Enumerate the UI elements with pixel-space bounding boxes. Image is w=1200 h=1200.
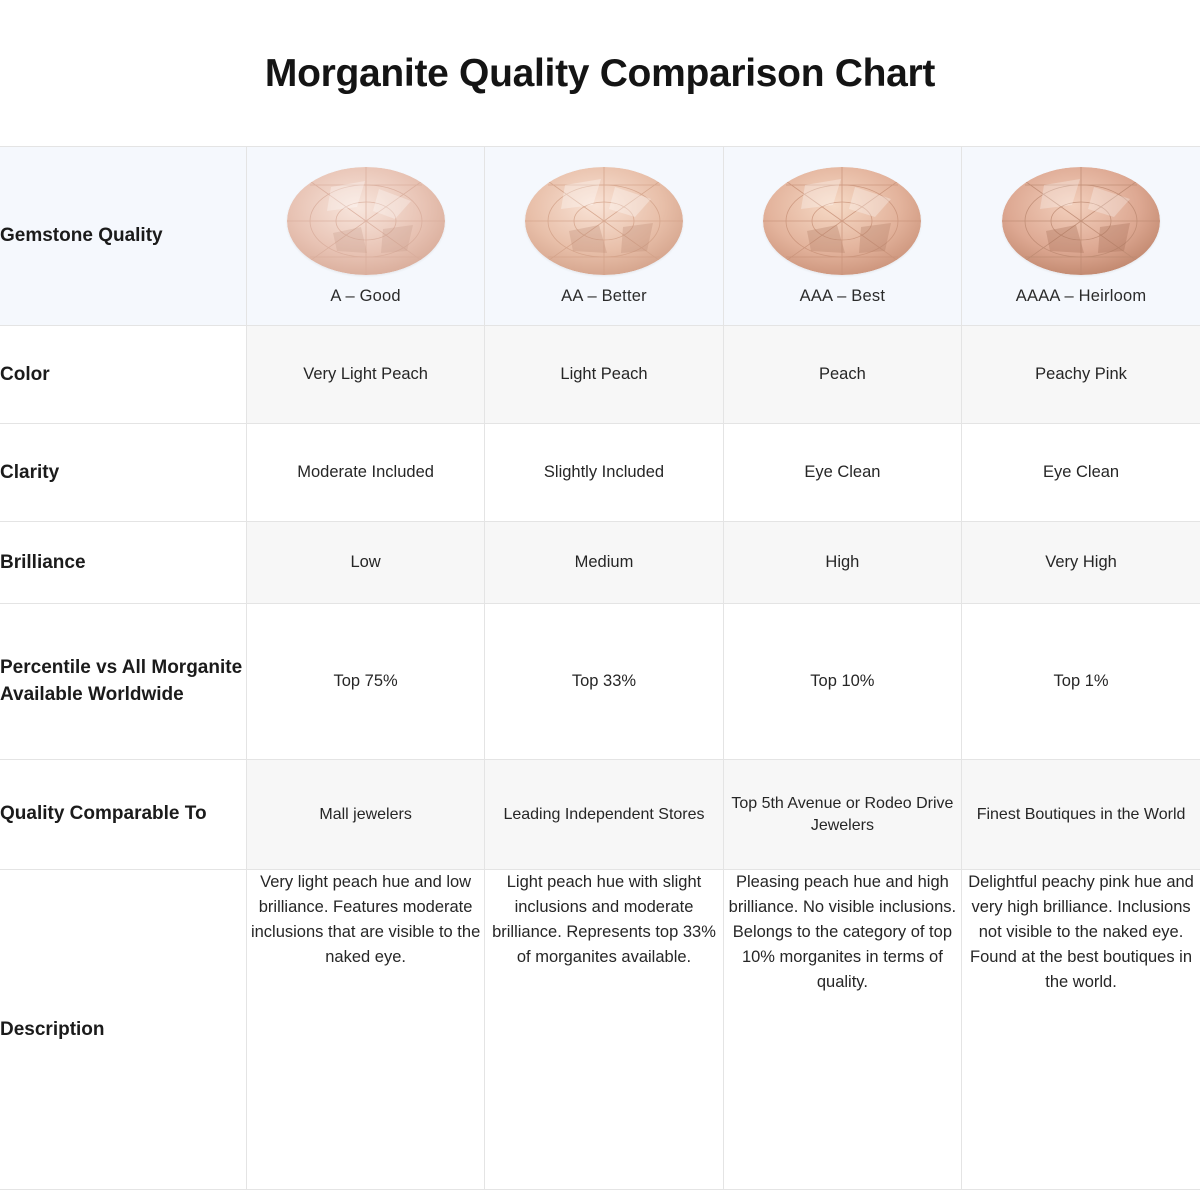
percentile-value-aaaa: Top 1% [962,604,1200,760]
quality-comparison-table [0,146,1200,1190]
table-row-clarity [0,424,1200,522]
color-value-aaaa: Peachy Pink [962,326,1200,424]
percentile-value-aaa: Top 10% [723,604,961,760]
percentile-value-aa: Top 33% [485,604,723,760]
clarity-value-aa: Slightly Included [485,424,723,522]
row-label-percentile: Percentile vs All Morganite Available Worldwide [0,604,246,760]
oval-gemstone-icon [763,167,921,275]
clarity-value-aaa: Eye Clean [723,424,961,522]
oval-gemstone-icon [1002,167,1160,275]
color-value-aa: Light Peach [485,326,723,424]
description-value-aaa: Pleasing peach hue and high brilliance. No visible inclusions. Belongs to the category of top 10% morganites in terms of quality. [723,870,961,1190]
page-title: Morganite Quality Comparison Chart [264,52,936,95]
row-label-color: Color [0,326,246,424]
brilliance-value-a: Low [246,522,484,604]
color-value-aaa: Peach [723,326,961,424]
table-row-color [0,326,1200,424]
comparable-value-aaa: Top 5th Avenue or Rodeo Drive Jewelers [723,760,961,870]
description-value-a: Very light peach hue and low brilliance. Features moderate inclusions that are visible to the naked eye. [246,870,484,1190]
table-row-description [0,870,1200,1190]
row-label-clarity: Clarity [0,424,246,522]
table-row-brilliance [0,522,1200,604]
table-row-percentile [0,604,1200,760]
row-label-description: Description [0,870,246,1190]
description-value-aa: Light peach hue with slight inclusions and moderate brilliance. Represents top 33% of morganites available. [485,870,723,1190]
grade-label-aaa: AAA – Best [799,286,886,305]
comparable-value-a: Mall jewelers [246,760,484,870]
gemstone-cell-a [246,147,484,326]
oval-gemstone-icon [525,167,683,275]
brilliance-value-aa: Medium [485,522,723,604]
row-label-brilliance: Brilliance [0,522,246,604]
comparable-value-aaaa: Finest Boutiques in the World [962,760,1200,870]
gemstone-cell-aaaa [962,147,1200,326]
grade-label-aaaa: AAAA – Heirloom [1015,286,1147,305]
color-value-a: Very Light Peach [246,326,484,424]
row-label-gemstone-quality: Gemstone Quality [0,147,246,326]
clarity-value-a: Moderate Included [246,424,484,522]
grade-label-a: A – Good [330,286,401,305]
row-label-comparable: Quality Comparable To [0,760,246,870]
brilliance-value-aaaa: Very High [962,522,1200,604]
gemstone-cell-aaa [723,147,961,326]
clarity-value-aaaa: Eye Clean [962,424,1200,522]
brilliance-value-aaa: High [723,522,961,604]
gemstone-cell-aa [485,147,723,326]
percentile-value-a: Top 75% [246,604,484,760]
oval-gemstone-icon [287,167,445,275]
comparable-value-aa: Leading Independent Stores [485,760,723,870]
table-row-gemstone-quality [0,147,1200,326]
table-row-comparable [0,760,1200,870]
description-value-aaaa: Delightful peachy pink hue and very high brilliance. Inclusions not visible to the naked eye. Found at the best boutiques in the world. [962,870,1200,1190]
grade-label-aa: AA – Better [561,286,647,305]
